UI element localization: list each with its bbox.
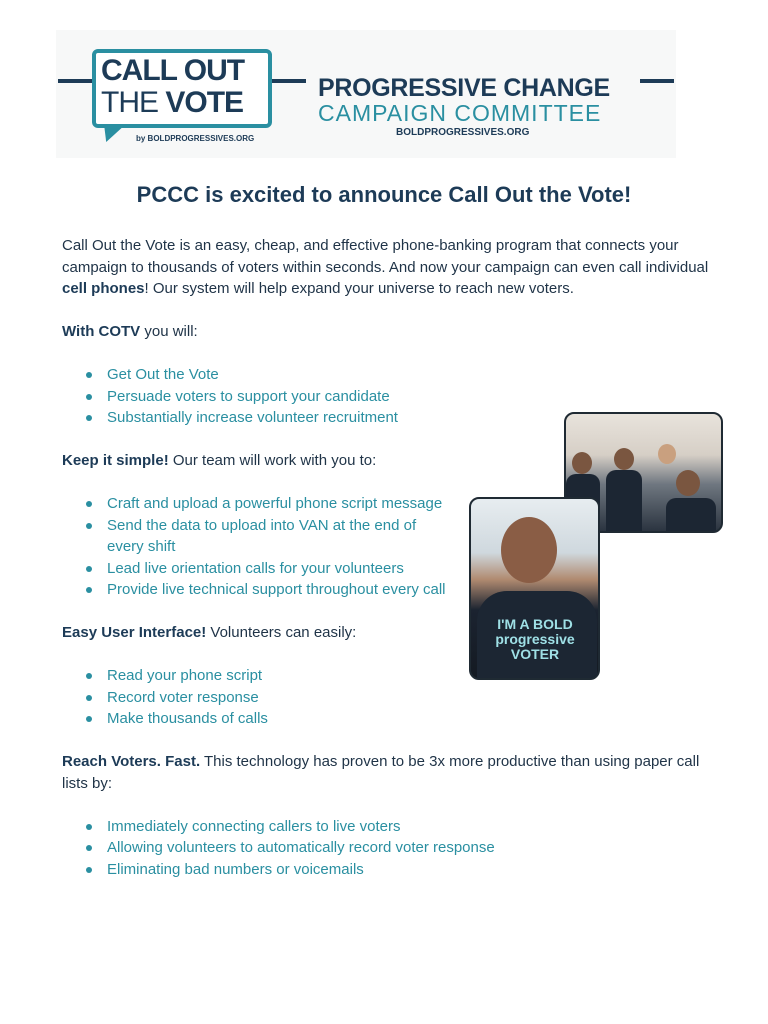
reach-voters-heading: Reach Voters. Fast. This technology has proven to be 3x more productive than using paper call lists by: xyxy=(62,753,700,792)
volunteer-head xyxy=(572,452,592,474)
page-title: PCCC is excited to announce Call Out the Vote! xyxy=(136,182,632,207)
header-rule-right xyxy=(640,79,674,83)
volunteer-shirt xyxy=(666,498,716,533)
intro-paragraph: Call Out the Vote is an easy, cheap, and effective phone-banking program that connects your campaign to thousands of voters within seconds. And now your campaign can even call individual cell phones! Our system will help expand your universe to reach new voters. xyxy=(62,237,709,297)
with-cotv-heading: With COTV you will: xyxy=(62,323,198,340)
shirt-slogan: I'M A BOLD progressive VOTER xyxy=(495,616,575,662)
easy-ui-heading: Easy User Interface! Volunteers can easily: xyxy=(62,624,357,641)
list-item: Allowing volunteers to automatically record voter response xyxy=(62,837,722,859)
list-item: Craft and upload a powerful phone script message xyxy=(62,493,452,515)
list-item: Record voter response xyxy=(62,687,722,709)
volunteer-head xyxy=(658,444,676,464)
list-item: Send the data to upload into VAN at the end of every shift xyxy=(62,515,452,558)
list-item: Eliminating bad numbers or voicemails xyxy=(62,859,722,881)
list-item: Read your phone script xyxy=(62,665,722,687)
phone-caller-photo xyxy=(469,497,600,680)
list-item: Persuade voters to support your candidate xyxy=(62,386,722,408)
reach-voters-list xyxy=(62,816,722,881)
list-item: Lead live orientation calls for your volunteers xyxy=(62,558,452,580)
list-item: Immediately connecting callers to live voters xyxy=(62,816,722,838)
keep-simple-heading: Keep it simple! Our team will work with you to: xyxy=(62,452,377,469)
org-name-line-2: CAMPAIGN COMMITTEE xyxy=(318,100,602,126)
volunteer-shirt xyxy=(606,470,642,533)
caller-head xyxy=(501,517,557,583)
volunteer-head xyxy=(676,470,700,496)
list-item: Make thousands of calls xyxy=(62,708,722,730)
header-rule-left xyxy=(58,79,92,83)
logo-byline: by BOLDPROGRESSIVES.ORG xyxy=(136,134,255,143)
main-content xyxy=(62,235,722,880)
list-item: Get Out the Vote xyxy=(62,364,722,386)
volunteer-head xyxy=(614,448,634,470)
logo-line-2: THE VOTE xyxy=(101,86,244,119)
org-name-line-1: PROGRESSIVE CHANGE xyxy=(318,74,610,102)
easy-ui-list xyxy=(62,665,722,730)
header-rule-middle xyxy=(272,79,306,83)
org-url: BOLDPROGRESSIVES.ORG xyxy=(396,127,530,138)
logo-line-1: CALL OUT xyxy=(101,54,245,87)
list-item: Provide live technical support throughout every call xyxy=(62,579,452,601)
list-item: Substantially increase volunteer recruitment xyxy=(62,407,722,429)
keep-simple-list xyxy=(62,493,452,601)
